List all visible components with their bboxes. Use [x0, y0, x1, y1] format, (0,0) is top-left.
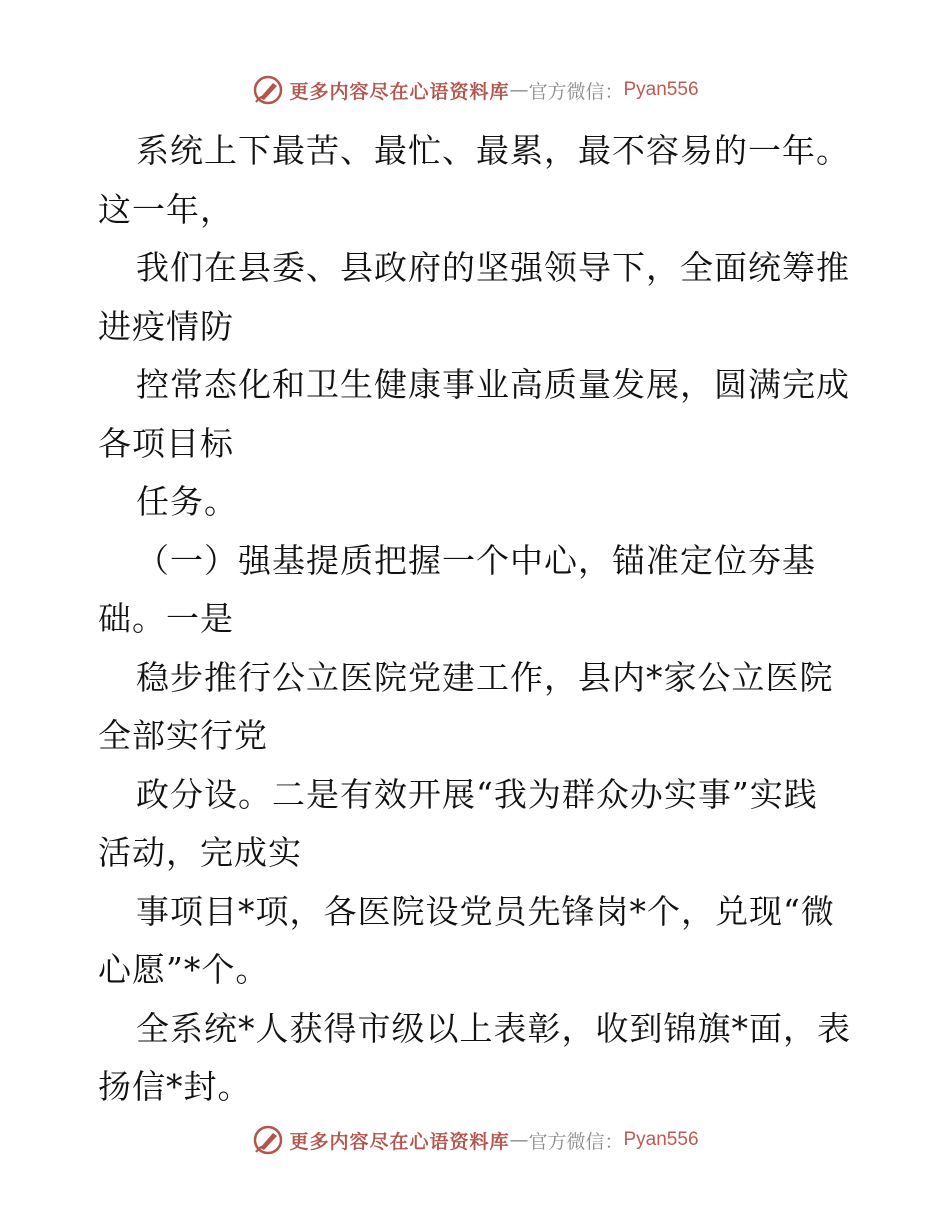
body-line: 稳步推行公立医院党建工作，县内*家公立医院 — [136, 657, 834, 697]
watermark-separator: — — [509, 79, 529, 101]
body-line: 心愿”*个。 — [98, 950, 270, 989]
watermark-wechat-id: Pyan556 — [623, 1129, 699, 1150]
body-line: 系统上下最苦、最忙、最累，最不容易的一年。 — [136, 131, 850, 170]
watermark-wechat-id: Pyan556 — [623, 79, 699, 100]
pen-logo-icon — [251, 73, 285, 107]
body-line: 任务。 — [136, 482, 238, 521]
document-body — [98, 122, 858, 1117]
body-line: 全系统*人获得市级以上表彰，收到锦旗*面，表 — [136, 1008, 851, 1048]
watermark-footer — [0, 1120, 950, 1160]
watermark-site-text: 更多内容尽在心语资料库 — [289, 1130, 510, 1153]
watermark-site-text: 更多内容尽在心语资料库 — [289, 80, 510, 103]
body-line: 政分设。二是有效开展“我为群众办实事”实践 — [136, 774, 818, 814]
pen-logo-icon — [251, 1123, 285, 1157]
body-line: 进疫情防 — [98, 306, 234, 346]
watermark-separator: — — [509, 1129, 529, 1151]
watermark-wechat-label: 官方微信： — [528, 1130, 624, 1153]
watermark-wechat-label: 官方微信： — [528, 80, 624, 103]
watermark-header — [0, 70, 950, 110]
body-line: 全部实行党 — [98, 716, 268, 755]
body-line: 扬信*封。 — [98, 1067, 252, 1106]
body-line: 活动，完成实 — [98, 833, 302, 872]
body-line: 事项目*项，各医院设党员先锋岗*个，兑现“微 — [136, 891, 835, 931]
body-line: 础。一是 — [98, 599, 234, 638]
body-line: 我们在县委、县政府的坚强领导下，全面统筹推 — [136, 248, 850, 287]
body-line: 这一年， — [98, 189, 234, 229]
body-line: 控常态化和卫生健康事业高质量发展，圆满完成 — [136, 365, 850, 404]
body-line: （一）强基提质把握一个中心，锚准定位夯基 — [136, 540, 816, 580]
body-line: 各项目标 — [98, 423, 234, 463]
